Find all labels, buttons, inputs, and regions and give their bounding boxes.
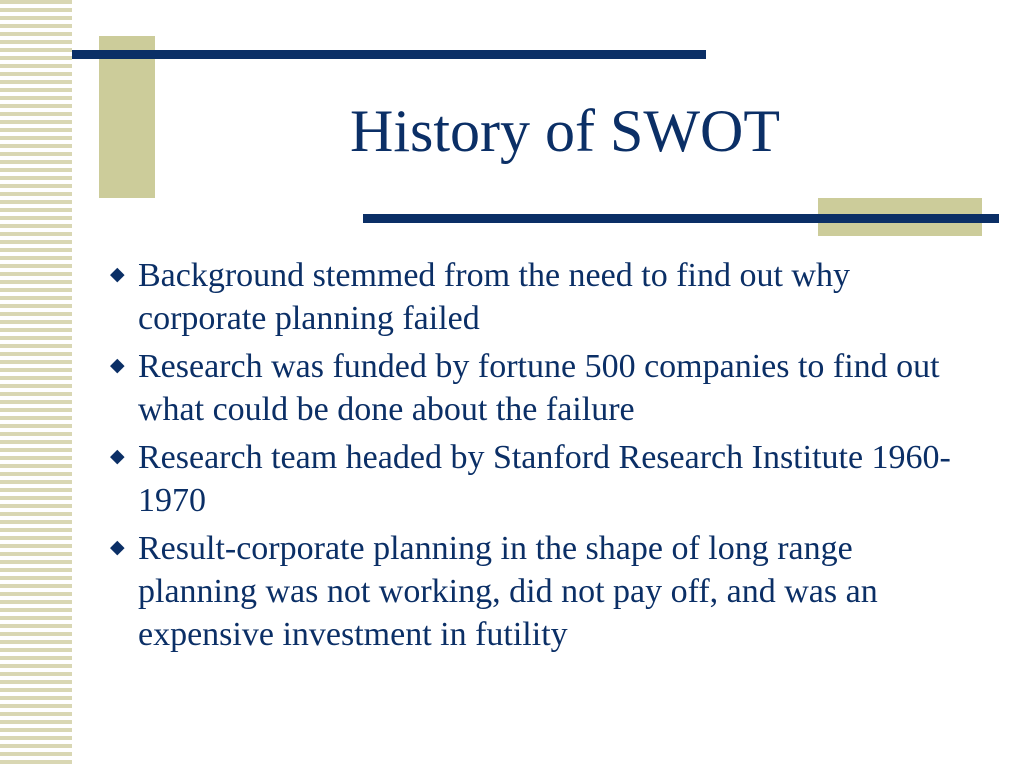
slide-title: History of SWOT: [350, 98, 780, 164]
navy-rule-bottom: [363, 214, 999, 223]
bullet-item: [110, 345, 970, 431]
bullet-item: [110, 254, 970, 340]
bullet-text: Result-corporate planning in the shape of long range planning was not working, did not pay off, and was an expensive investment in futility: [138, 530, 878, 653]
diamond-icon: ◆: [110, 446, 125, 467]
striped-border-decoration: [0, 0, 72, 768]
bullet-text: Research was funded by fortune 500 companies to find out what could be done about the failure: [138, 348, 940, 428]
tan-accent-block-top: [99, 36, 155, 198]
diamond-icon: ◆: [110, 355, 125, 376]
bullet-text: Research team headed by Stanford Research Institute 1960-1970: [138, 439, 951, 519]
diamond-icon: ◆: [110, 264, 125, 285]
bullet-text: Background stemmed from the need to find out why corporate planning failed: [138, 257, 850, 337]
diamond-icon: ◆: [110, 537, 125, 558]
navy-rule-top: [72, 50, 706, 59]
bullet-item: [110, 527, 970, 656]
bullet-item: [110, 436, 970, 522]
bullet-list: [110, 254, 970, 661]
